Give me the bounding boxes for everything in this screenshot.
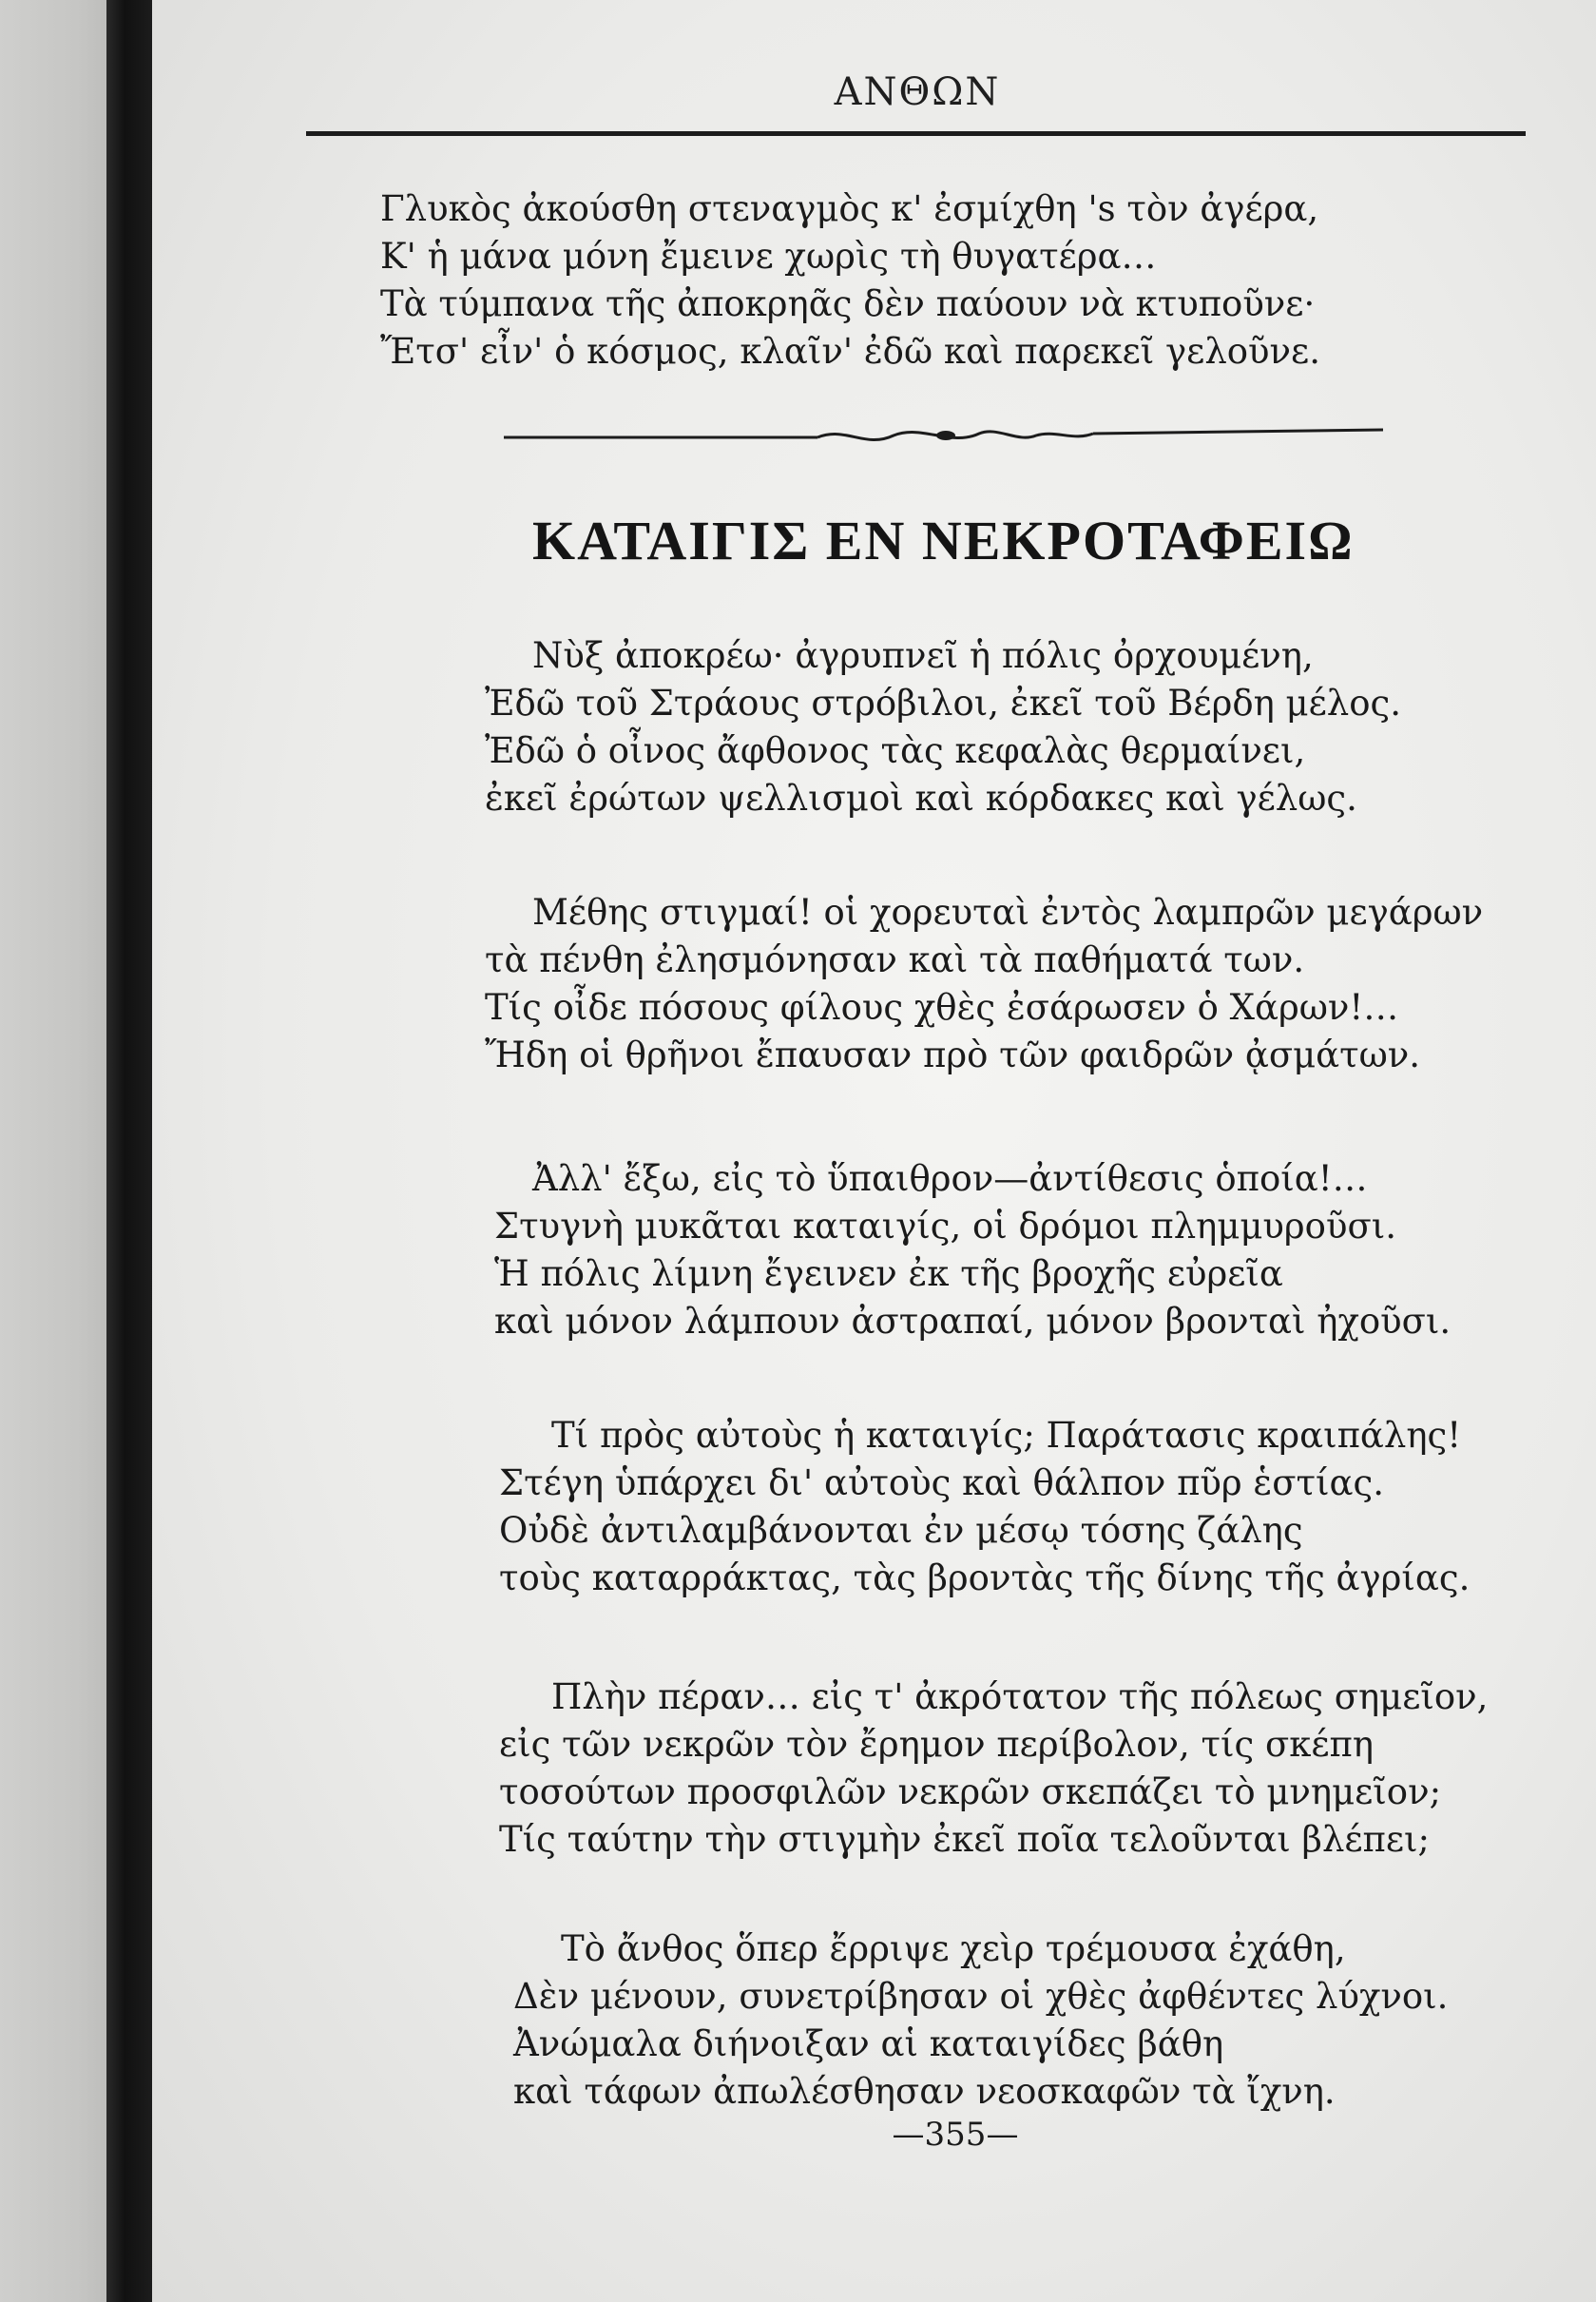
verse-line: Γλυκὸς ἀκούσθη στεναγμὸς κ' ἐσμίχθη 's τὸν ἀγέρα, — [380, 188, 1319, 229]
verse-line: Μέθης στιγμαί! οἱ χορευταὶ ἐντὸς λαμπρῶν μεγάρων — [532, 892, 1484, 933]
verse-line: Τίς οἶδε πόσους φίλους χθὲς ἐσάρωσεν ὁ Χάρων!… — [485, 987, 1399, 1028]
verse-line: Ἀνώμαλα διήνοιξαν αἱ καταιγίδες βάθη — [513, 2023, 1224, 2064]
verse-line: Στυγνὴ μυκᾶται καταιγίς, οἱ δρόμοι πλημμυροῦσι. — [494, 1206, 1396, 1247]
stanza-2 — [380, 889, 1484, 1079]
verse-line: Τὸ ἄνθος ὅπερ ἔρριψε χεὶρ τρέμουσα ἐχάθη, — [561, 1928, 1346, 1969]
verse-line: Οὐδὲ ἀντιλαμβάνονται ἐν μέσῳ τόσης ζάλης — [499, 1510, 1303, 1551]
verse-line: Ἐδῶ τοῦ Στράους στρόβιλοι, ἐκεῖ τοῦ Βέρδη μέλος. — [485, 683, 1401, 724]
verse-line: Νὺξ ἀποκρέω· ἀγρυπνεῖ ἡ πόλις ὀρχουμένη, — [532, 635, 1314, 676]
stanza-6 — [380, 1925, 1449, 2116]
previous-poem-ending — [380, 185, 1407, 376]
verse-line: εἰς τῶν νεκρῶν τὸν ἔρημον περίβολον, τίς σκέπη — [499, 1724, 1375, 1765]
stanza-1 — [380, 632, 1407, 822]
book-spine — [106, 0, 152, 2302]
verse-line: Τὰ τύμπανα τῆς ἀποκρηᾶς δὲν παύουν νὰ κτυποῦνε· — [380, 283, 1316, 324]
verse-line: Πλὴν πέραν… εἰς τ' ἀκρότατον τῆς πόλεως σημεῖον, — [551, 1676, 1489, 1717]
verse-line: ἐκεῖ ἐρώτων ψελλισμοὶ καὶ κόρδακες καὶ γέλως. — [485, 778, 1357, 819]
section-divider-ornament — [504, 422, 1383, 451]
facing-page-edge — [0, 0, 109, 2302]
verse-line: τὰ πένθη ἐλησμόνησαν καὶ τὰ παθήματά των. — [485, 939, 1305, 980]
verse-line: Ἡ πόλις λίμνη ἔγεινεν ἐκ τῆς βροχῆς εὐρεῖα — [494, 1253, 1283, 1294]
verse-line: Ἐδῶ ὁ οἶνος ἄφθονος τὰς κεφαλὰς θερμαίνει, — [485, 730, 1306, 771]
header-rule — [306, 131, 1526, 136]
verse-line: καὶ μόνον λάμπουν ἀστραπαί, μόνον βρονταὶ ἠχοῦσι. — [494, 1301, 1452, 1342]
stanza-5 — [380, 1673, 1489, 1864]
verse-line: Δὲν μένουν, συνετρίβησαν οἱ χθὲς ἀφθέντες λύχνοι. — [513, 1976, 1449, 2017]
verse-line: Στέγη ὑπάρχει δι' αὐτοὺς καὶ θάλπον πῦρ ἑστίας. — [499, 1462, 1384, 1503]
verse-line: Ἔτσ' εἶν' ὁ κόσμος, κλαῖν' ἐδῶ καὶ παρεκεῖ γελοῦνε. — [380, 331, 1320, 372]
verse-line: Τίς ταύτην τὴν στιγμὴν ἐκεῖ ποῖα τελοῦνται βλέπει; — [499, 1819, 1431, 1860]
running-head: ΑΝΘΩΝ — [834, 70, 1001, 114]
verse-line: καὶ τάφων ἀπωλέσθησαν νεοσκαφῶν τὰ ἴχνη. — [513, 2071, 1336, 2112]
page-number: —355— — [892, 2116, 1019, 2154]
poem-title: ΚΑΤΑΙΓΙΣ ΕΝ ΝΕΚΡΟΤΑΦΕΙΩ — [532, 510, 1355, 571]
verse-line: Κ' ἡ μάνα μόνη ἔμεινε χωρὶς τὴ θυγατέρα… — [380, 236, 1157, 277]
verse-line: Ἀλλ' ἔξω, εἰς τὸ ὕπαιθρον—ἀντίθεσις ὁποία!… — [532, 1158, 1368, 1199]
verse-line: Τί πρὸς αὐτοὺς ἡ καταιγίς; Παράτασις κραιπάλης! — [551, 1415, 1462, 1456]
stanza-4 — [380, 1412, 1471, 1602]
verse-line: τοσούτων προσφιλῶν νεκρῶν σκεπάζει τὸ μνημεῖον; — [499, 1771, 1442, 1812]
verse-line: τοὺς καταρράκτας, τὰς βροντὰς τῆς δίνης τῆς ἀγρίας. — [499, 1557, 1471, 1598]
stanza-3 — [380, 1155, 1452, 1345]
verse-line: Ἤδη οἱ θρῆνοι ἔπαυσαν πρὸ τῶν φαιδρῶν ᾀσμάτων. — [485, 1035, 1421, 1075]
